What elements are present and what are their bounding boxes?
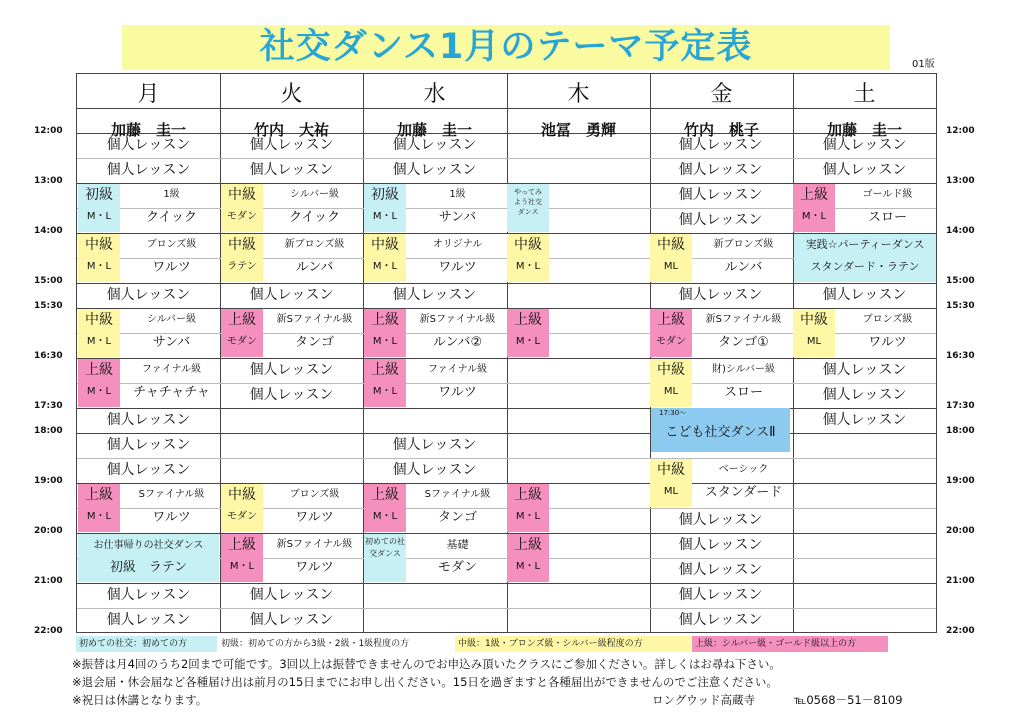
time-1630: 16:30	[34, 351, 63, 361]
time-1400: 14:00	[34, 226, 63, 236]
lesson-cell: 個人レッスン	[106, 137, 191, 153]
class-sat-1300: 上級 M・L ゴールド級 スロー	[792, 183, 937, 233]
class-fri-1530: 上級 モダン 新Sファイナル級 タンゴ①	[649, 308, 792, 358]
legend-beginner: 初めての社交：初めての方	[76, 636, 217, 652]
class-mon-2000: お仕事帰りの社交ダンス 初級 ラテン	[78, 534, 219, 582]
class-wed-2000: 初めての社交ダンス 基礎 モダン	[363, 533, 506, 583]
time-1800: 18:00	[34, 426, 63, 436]
day-fri: 金	[710, 82, 733, 107]
lesson-cell: 個人レッスン	[822, 162, 907, 178]
class-sat-1530: 中級 ML ブロンズ級 ワルツ	[792, 308, 937, 358]
lesson-cell: 個人レッスン	[249, 612, 334, 628]
lesson-cell: 個人レッスン	[678, 162, 763, 178]
lesson-cell: 個人レッスン	[822, 412, 907, 428]
time-1500: 15:00	[946, 276, 975, 286]
class-mon-1300: 初級 M・L 1級 クイック	[77, 183, 220, 233]
lesson-cell: 個人レッスン	[392, 287, 477, 303]
class-fri-1630: 中級 ML 財)シルバー級 スロー	[649, 358, 792, 408]
time-2000: 20:00	[946, 526, 975, 536]
class-tue-1300: 中級 モダン シルバー級 クイック	[220, 183, 363, 233]
time-2100: 21:00	[34, 576, 63, 586]
lesson-cell: 個人レッスン	[822, 287, 907, 303]
class-thu-1900: 上級 M・L	[506, 483, 649, 533]
lesson-cell: 個人レッスン	[249, 287, 334, 303]
lesson-cell: 個人レッスン	[106, 162, 191, 178]
class-wed-1400: 中級 M・L オリジナル ワルツ	[363, 233, 506, 283]
class-fri-1730: 17:30～ こども社交ダンスⅡ	[651, 408, 790, 452]
time-2100: 21:00	[946, 576, 975, 586]
class-fri-1400: 中級 ML 新ブロンズ級 ルンバ	[649, 233, 792, 283]
note-transfer: ※振替は月4回のうち2回まで可能です。3回以上は振替できませんのでお申込み頂いたクラスにご参加ください。詳しくはお尋ね下さい。	[72, 657, 781, 671]
lesson-cell: 個人レッスン	[392, 137, 477, 153]
time-2200: 22:00	[946, 626, 975, 636]
lesson-cell: 個人レッスン	[678, 187, 763, 203]
time-1530: 15:30	[34, 301, 63, 311]
teacher-fri: 竹内 桃子	[683, 121, 759, 139]
note-withdrawal: ※退会届・休会届など各種届け出は前月の15日までにお申し出ください。15日を過ぎますと各種届出ができませんのでご注意ください。	[72, 675, 778, 689]
class-tue-1530: 上級 モダン 新Sファイナル級 タンゴ	[220, 308, 363, 358]
class-wed-1630: 上級 M・L ファイナル級 ワルツ	[363, 358, 506, 408]
time-1800: 18:00	[946, 426, 975, 436]
lesson-cell: 個人レッスン	[106, 587, 191, 603]
version-label: 01版	[912, 59, 935, 70]
class-thu-1400: 中級 M・L	[506, 233, 649, 283]
class-mon-1400: 中級 M・L ブロンズ級 ワルツ	[77, 233, 220, 283]
legend-advanced: 上級：シルバー級・ゴールド級以上の方	[692, 636, 888, 652]
lesson-cell: 個人レッスン	[249, 137, 334, 153]
legend-intermediate: 中級：1級・ブロンズ級・シルバー級程度の方	[455, 636, 691, 652]
lesson-cell: 個人レッスン	[106, 462, 191, 478]
time-1300: 13:00	[34, 176, 63, 186]
lesson-cell: 個人レッスン	[822, 387, 907, 403]
day-tue: 火	[280, 82, 303, 107]
class-thu-2000: 上級 M・L	[506, 533, 649, 583]
lesson-cell: 個人レッスン	[392, 437, 477, 453]
time-1900: 19:00	[34, 476, 63, 486]
lesson-cell: 個人レッスン	[249, 387, 334, 403]
time-2200: 22:00	[34, 626, 63, 636]
teacher-wed: 加藤 圭一	[396, 121, 472, 139]
class-tue-2000: 上級 M・L 新Sファイナル級 ワルツ	[220, 533, 363, 583]
class-wed-1900: 上級 M・L Sファイナル級 タンゴ	[363, 483, 506, 533]
teacher-tue: 竹内 大祐	[253, 121, 329, 139]
lesson-cell: 個人レッスン	[249, 587, 334, 603]
time-1400: 14:00	[946, 226, 975, 236]
lesson-cell: 個人レッスン	[678, 212, 763, 228]
lesson-cell: 個人レッスン	[678, 512, 763, 528]
class-wed-1300: 初級 M・L 1級 サンバ	[363, 183, 506, 233]
time-1530: 15:30	[946, 301, 975, 311]
class-tue-1900: 中級 モダン ブロンズ級 ワルツ	[220, 483, 363, 533]
lesson-cell: 個人レッスン	[678, 287, 763, 303]
lesson-cell: 個人レッスン	[249, 362, 334, 378]
class-thu-1300: やってみよう社交ダンス	[506, 183, 649, 233]
lesson-cell: 個人レッスン	[392, 462, 477, 478]
class-mon-1530: 中級 M・L シルバー級 サンバ	[77, 308, 220, 358]
class-sat-1400: 実践☆パーティーダンス スタンダード・ラテン	[794, 234, 936, 282]
time-1900: 19:00	[946, 476, 975, 486]
lesson-cell: 個人レッスン	[392, 162, 477, 178]
time-1730: 17:30	[34, 401, 63, 411]
time-1730: 17:30	[946, 401, 975, 411]
lesson-cell: 個人レッスン	[678, 587, 763, 603]
legend-elementary: 初級：初めての方から3級・2級・1級程度の方	[221, 639, 410, 649]
lesson-cell: 個人レッスン	[678, 612, 763, 628]
time-2000: 20:00	[34, 526, 63, 536]
time-1200: 12:00	[946, 126, 975, 136]
lesson-cell: 個人レッスン	[678, 537, 763, 553]
note-holiday: ※祝日は休講となります。	[72, 693, 208, 707]
class-thu-1530: 上級 M・L	[506, 308, 649, 358]
time-1300: 13:00	[946, 176, 975, 186]
class-fri-1830: 中級 ML ベーシック スタンダード	[649, 458, 792, 508]
lesson-cell: 個人レッスン	[678, 562, 763, 578]
teacher-sat: 加藤 圭一	[826, 121, 902, 139]
lesson-cell: 個人レッスン	[106, 287, 191, 303]
page-title: 社交ダンス1月のテーマ予定表	[122, 25, 890, 70]
studio-tel: ℡0568－51－8109	[794, 693, 903, 707]
time-1500: 15:00	[34, 276, 63, 286]
class-tue-1400: 中級 ラテン 新ブロンズ級 ルンバ	[220, 233, 363, 283]
lesson-cell: 個人レッスン	[822, 362, 907, 378]
lesson-cell: 個人レッスン	[822, 137, 907, 153]
day-thu: 木	[567, 82, 590, 107]
lesson-cell: 個人レッスン	[106, 612, 191, 628]
lesson-cell: 個人レッスン	[106, 437, 191, 453]
teacher-mon: 加藤 圭一	[110, 121, 186, 139]
lesson-cell: 個人レッスン	[249, 162, 334, 178]
time-1200: 12:00	[34, 126, 63, 136]
day-mon: 月	[137, 82, 160, 107]
day-sat: 土	[853, 82, 876, 107]
time-1630: 16:30	[946, 351, 975, 361]
day-wed: 水	[423, 82, 446, 107]
class-wed-1530: 上級 M・L 新Sファイナル級 ルンバ②	[363, 308, 506, 358]
teacher-thu: 池冨 勇輝	[540, 121, 616, 139]
class-mon-1630: 上級 M・L ファイナル級 チャチャチャ	[77, 358, 220, 408]
lesson-cell: 個人レッスン	[106, 412, 191, 428]
lesson-cell: 個人レッスン	[678, 137, 763, 153]
studio-name: ロングウッド高蔵寺	[652, 693, 756, 707]
class-mon-1900: 上級 M・L Sファイナル級 ワルツ	[77, 483, 220, 533]
